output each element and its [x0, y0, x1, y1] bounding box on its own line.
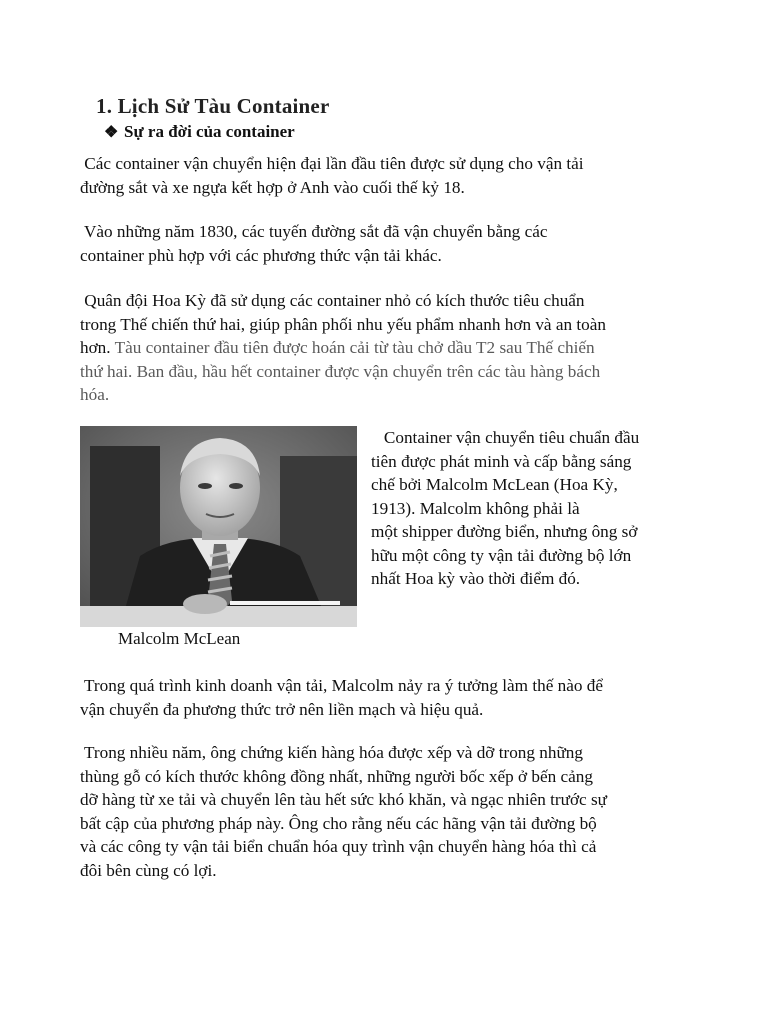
section-heading: 1. Lịch Sử Tàu Container: [96, 94, 330, 118]
paragraph-line: Vào những năm 1830, các tuyến đường sắt đã vận chuyển bằng các: [80, 222, 548, 241]
paragraph-line: và các công ty vận tải biển chuẩn hóa quy trình vận chuyển hàng hóa thì cả: [80, 837, 597, 856]
paragraph-line: Các container vận chuyển hiện đại lần đầu tiên được sử dụng cho vận tải: [80, 154, 584, 173]
side-paragraph: [371, 426, 701, 591]
paragraph-line: tiên được phát minh và cấp bằng sáng: [371, 451, 632, 471]
paragraph-line: Trong nhiều năm, ông chứng kiến hàng hóa được xếp và dỡ trong những: [80, 743, 583, 762]
portrait-photo: [80, 426, 357, 627]
paragraph-line: nhất Hoa kỳ vào thời điểm đó.: [371, 569, 581, 588]
paragraph-line: container phù hợp với các phương thức vận tải khác.: [80, 245, 442, 265]
paragraph-line: Container vận chuyển tiêu chuẩn đầu: [371, 428, 640, 447]
paragraph-line: Trong quá trình kinh doanh vận tải, Malcolm nảy ra ý tưởng làm thế nào để: [80, 676, 603, 695]
photo-caption: Malcolm McLean: [118, 629, 241, 648]
paragraph-line: đôi bên cùng có lợi.: [80, 860, 217, 880]
diamond-bullet-icon: ❖: [104, 124, 119, 141]
paragraph-line: dỡ hàng từ xe tải và chuyển lên tàu hết sức khó khăn, và ngạc nhiên trước sự: [80, 790, 607, 809]
paragraph-1: [80, 152, 702, 199]
paragraph-5: [80, 741, 702, 882]
paragraph-text-gray: Tàu container đầu tiên được hoán cải từ tàu chở dầu T2 sau Thế chiến: [110, 338, 595, 357]
paragraph-line: thùng gỗ có kích thước không đồng nhất, những người bốc xếp ở bến cảng: [80, 766, 593, 786]
paragraph-line: vận chuyển đa phương thức trở nên liền mạch và hiệu quả.: [80, 699, 484, 719]
paragraph-line: bất cập của phương pháp này. Ông cho rằng nếu các hãng vận tải đường bộ: [80, 813, 597, 833]
paragraph-text-dark: hơn.: [80, 338, 111, 357]
portrait-image: [80, 426, 357, 627]
paragraph-line: trong Thế chiến thứ hai, giúp phân phối nhu yếu phẩm nhanh hơn và an toàn: [80, 314, 606, 334]
paragraph-line: [80, 336, 702, 360]
subsection-heading-text: Sự ra đời của container: [124, 122, 295, 141]
paragraph-line: chế bởi Malcolm McLean (Hoa Kỳ,: [371, 475, 618, 494]
paragraph-3: [80, 289, 702, 407]
paragraph-line: Quân đội Hoa Kỳ đã sử dụng các container nhỏ có kích thước tiêu chuẩn: [80, 291, 585, 310]
paragraph-line: hóa.: [80, 385, 110, 404]
paragraph-line: hữu một công ty vận tải đường bộ lớn: [371, 545, 632, 565]
paragraph-4: [80, 674, 702, 721]
paragraph-2: [80, 220, 702, 267]
paragraph-line: 1913). Malcolm không phải là: [371, 498, 580, 518]
paragraph-line: đường sắt và xe ngựa kết hợp ở Anh vào cuối thế kỷ 18.: [80, 177, 465, 197]
paragraph-line: thứ hai. Ban đầu, hầu hết container được vận chuyển trên các tàu hàng bách: [80, 361, 601, 381]
paragraph-line: một shipper đường biển, nhưng ông sở: [371, 522, 638, 541]
subsection-heading: [104, 122, 295, 142]
